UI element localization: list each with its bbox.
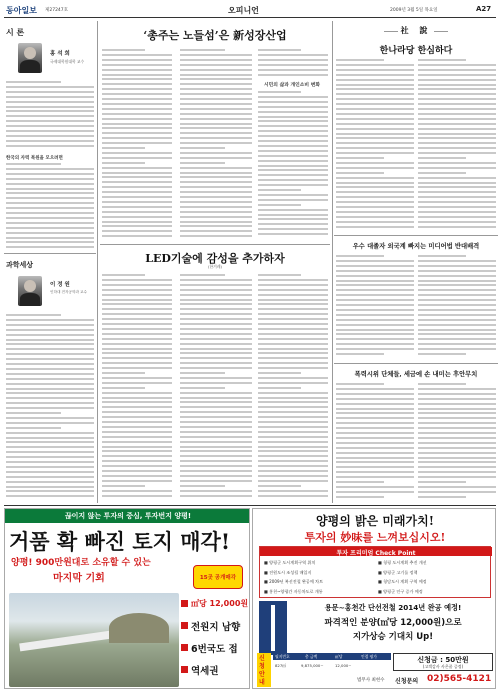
check-item: ■ 청담도시 계획 구역 예정	[378, 579, 427, 584]
page-number: A27	[476, 5, 492, 13]
ad-left-headline: 거품 확 빠진 토지 매각!	[9, 529, 231, 554]
apply-block	[257, 653, 493, 687]
check-item: ■ 전원도시 조성될 매입지	[264, 569, 312, 575]
ad-left	[4, 508, 250, 689]
top-article-body-3a	[258, 49, 328, 77]
check-item: ■ 양평군 고기를 정책	[378, 569, 418, 575]
paper-logo: 동아일보	[6, 5, 37, 15]
science-article-body-1	[102, 274, 172, 498]
ad-left-photo	[9, 593, 179, 687]
top-article-title: ‘총주는 노들섬’은 新성장산업	[143, 29, 287, 42]
ad-right	[252, 508, 496, 689]
top-article-body-2	[180, 49, 252, 239]
phone-number: 02)565-4121	[427, 674, 492, 684]
top-article	[100, 21, 330, 243]
col-divider-2	[332, 21, 333, 503]
section-title: 오피니언	[228, 6, 259, 15]
column-science-tag: 과학세상	[6, 261, 34, 269]
check-item: ■ 청평 도시계획 추진 개선	[378, 560, 427, 565]
column-left-tag: 시 론	[6, 28, 25, 37]
editorial-body-1b	[418, 59, 496, 231]
ad-left-sub2: 마지막 기회	[53, 573, 105, 584]
editorial-body-2a	[336, 255, 414, 359]
science-author-name: 이 정 원	[50, 282, 70, 288]
ad-left-sub1: 양평! 900만원대로 소유할 수 있는	[11, 558, 151, 568]
editorial	[334, 21, 498, 503]
ad-right-map	[259, 601, 287, 655]
left-divider	[4, 253, 96, 254]
science-article	[100, 246, 330, 502]
science-article-body-2	[180, 274, 252, 498]
ad-left-seal: 15곳 공개매각	[193, 565, 243, 589]
check-item: ■ 양평군 도시계획구역 위치	[264, 560, 316, 565]
top-article-body-3b	[258, 91, 328, 239]
ad-right-title-2: 투자의 妙味를 느껴보십시오!	[304, 531, 446, 544]
check-item: ■ 양평군 인구 증가 예정	[378, 588, 423, 594]
issue-date: 2009년 3월 5일 목요일	[390, 8, 438, 13]
top-article-subhead: 시민의 삶과 개인소비 변화	[264, 83, 320, 88]
editorial-title-2: 우수 대졸자 외국계 빠지는 미디어법 반대배격	[352, 243, 480, 250]
editorial-title-1: 한나라당 한심하다	[379, 46, 453, 56]
ad-bullet-1: ㎡당 12,000원	[181, 595, 249, 615]
editorial-title-3: 폭력시위 단체들, 세금에 손 내미는 후안무치	[354, 371, 478, 378]
author-photo	[18, 43, 42, 73]
phone-block: 신청문의 02)565-4121	[395, 674, 492, 685]
apply-label: 신청안내	[257, 653, 271, 687]
ad-right-checkbox: 투자 프리미엄 Check Point ■ 양평군 도시계획구역 위치 ■ 전원도시 조성될 매입지 ■ 2009년 복선전철 완공예 차트 ■ 홍천~양평간 자동차도로 개통 ■ 청평 도시계획 추진 개선 ■ 양평군 고기를 정책 ■ 청담도시 계획 구역 예정 ■ 양평군 인구 증가 예정	[259, 546, 491, 598]
editorial-body-3b	[418, 383, 496, 501]
author-name: 홍 석 희	[50, 51, 70, 57]
ad-right-highlight-2: 파격적인 분양(㎡당 12,000원)으로	[324, 618, 462, 628]
ad-right-highlight-1: 용문~홍천간 단선전철 2014년 완공 예정!	[324, 603, 462, 612]
ad-right-highlight-3: 지가상승 기대치 Up!	[352, 632, 434, 642]
column-science	[4, 256, 96, 502]
check-list-a	[264, 558, 374, 598]
price-box: 신청금 : 50만원 (고객감사 사은품 증정)	[393, 653, 493, 671]
editorial-tag: 社 說	[400, 25, 432, 35]
column-left-subhead: 한국의 자력 복원을 모으려면	[6, 156, 63, 161]
masthead-rule	[4, 17, 496, 18]
editorial-body-3a	[336, 383, 414, 501]
ad-left-bullets	[181, 595, 249, 687]
editorial-body-1a	[336, 59, 414, 231]
ad-left-banner: 끊이지 않는 투자의 중심, 투자번지 양평!	[5, 509, 250, 523]
science-author-title: 인하대 전자공학과 교수	[50, 290, 87, 294]
science-author-photo	[18, 276, 42, 306]
check-item: ■ 2009년 복선전철 완공예 차트	[264, 579, 324, 584]
science-article-byline: (한겨레)	[208, 264, 222, 269]
ad-right-title-1: 양평의 밝은 미래가치!	[316, 514, 434, 528]
science-article-title: LED기술에 감성을 추가하자	[145, 252, 285, 265]
column-left-body-1	[6, 81, 94, 151]
company-name: 법무사 최현수	[357, 678, 385, 683]
column-left-body-2	[6, 163, 94, 249]
science-article-body-3	[258, 274, 328, 498]
check-item: ■ 홍천~양평간 자동차도로 개통	[264, 588, 323, 594]
column-left	[4, 21, 96, 251]
col-divider-1	[97, 21, 98, 503]
issue-number: 제27247호	[45, 8, 69, 13]
ad-bullet-3: 6번국도 접	[181, 639, 249, 659]
editorial-body-2b	[418, 255, 496, 359]
price-table: 필지번호 총 금액 ㎡당 인접 평가 827㎡ 9,875,000~ 12,000~	[273, 653, 391, 687]
ad-top-rule	[4, 505, 496, 506]
check-list-b	[378, 558, 488, 598]
ad-bullet-2: 전원지 남향	[181, 617, 249, 637]
top-article-body-1	[102, 49, 172, 239]
author-title: 국제대학원대학 교수	[50, 59, 85, 64]
ad-bullet-4: 역세권	[181, 661, 249, 681]
column-science-body	[6, 314, 94, 498]
center-hrule	[100, 244, 330, 245]
